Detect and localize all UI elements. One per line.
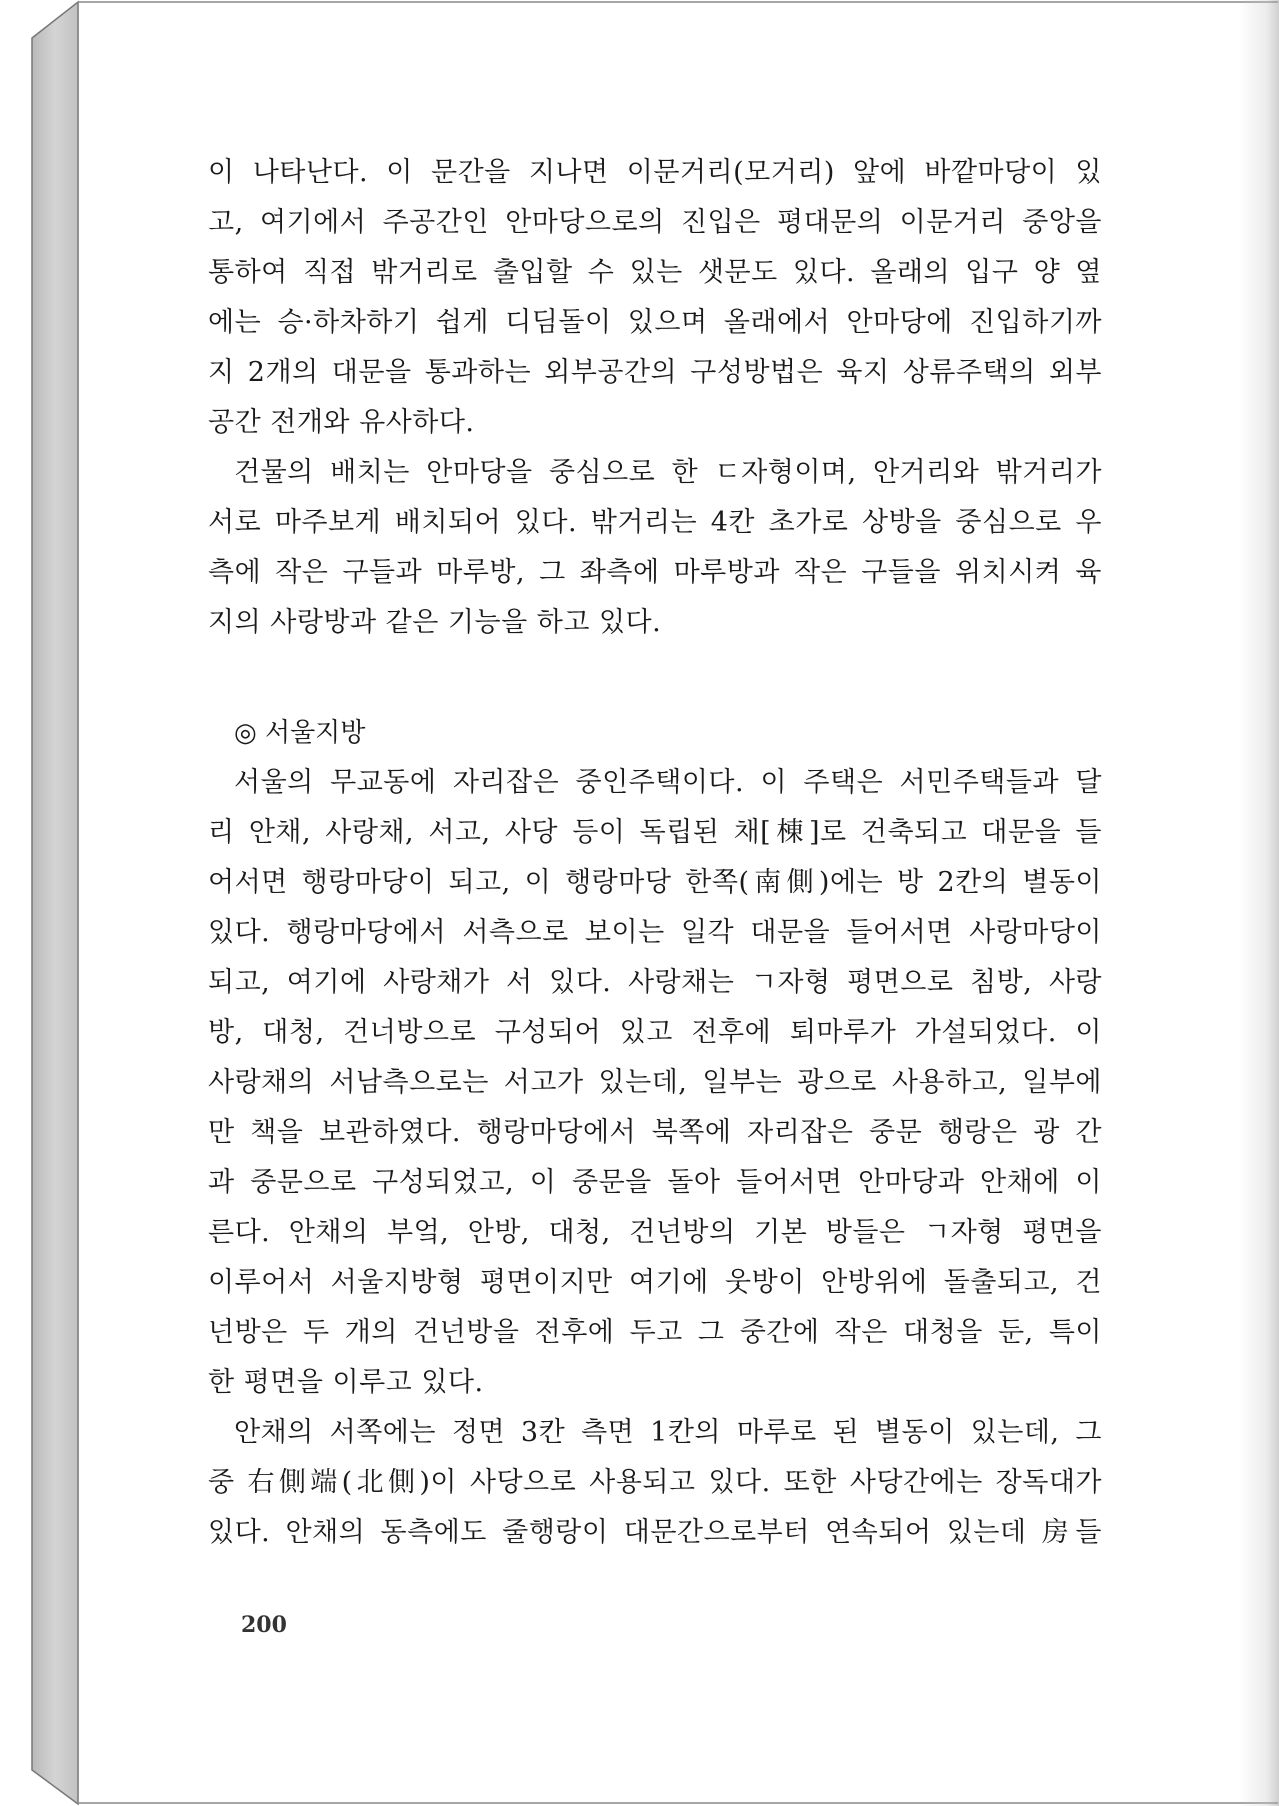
text-line: 른다. 안채의 부엌, 안방, 대청, 건넌방의 기본 방들은 ㄱ자형 평면을 — [208, 1217, 1102, 1248]
text-line: 서울의 무교동에 자리잡은 중인주택이다. 이 주택은 서민주택들과 달 — [234, 767, 1102, 798]
text-line: 고, 여기에서 주공간인 안마당으로의 진입은 평대문의 이문거리 중앙을 — [208, 207, 1102, 238]
section-heading: ◎ 서울지방 — [234, 718, 366, 748]
paragraph — [208, 1408, 1102, 1558]
text-line: 넌방은 두 개의 건넌방을 전후에 두고 그 중간에 작은 대청을 둔, 특이 — [208, 1317, 1102, 1348]
text-line: 에는 승·하차하기 쉽게 디딤돌이 있으며 올래에서 안마당에 진입하기까 — [208, 307, 1102, 338]
text-line: 되고, 여기에 사랑채가 서 있다. 사랑채는 ㄱ자형 평면으로 침방, 사랑 — [208, 967, 1102, 998]
paragraph — [208, 148, 1102, 448]
text-line: 지의 사랑방과 같은 기능을 하고 있다. — [208, 607, 662, 638]
page-right-shadow — [1239, 0, 1279, 1806]
page-number: 200 — [241, 1612, 287, 1638]
text-line: 안채의 서쪽에는 정면 3칸 측면 1칸의 마루로 된 별동이 있는데, 그 — [234, 1417, 1102, 1448]
paragraph — [208, 758, 1102, 1408]
text-line: 공간 전개와 유사하다. — [208, 407, 475, 438]
text-line: 건물의 배치는 안마당을 중심으로 한 ㄷ자형이며, 안거리와 밖거리가 — [234, 457, 1102, 488]
text-line: 있다. 행랑마당에서 서측으로 보이는 일각 대문을 들어서면 사랑마당이 — [208, 917, 1102, 948]
text-line: 이 나타난다. 이 문간을 지나면 이문거리(모거리) 앞에 바깥마당이 있 — [208, 157, 1102, 188]
text-line: 서로 마주보게 배치되어 있다. 밖거리는 4칸 초가로 상방을 중심으로 우 — [208, 507, 1102, 538]
page-body — [208, 148, 1102, 1558]
text-line: 통하여 직접 밖거리로 출입할 수 있는 샛문도 있다. 올래의 입구 양 옆 — [208, 257, 1102, 288]
text-line: 중 右側端(北側)이 사당으로 사용되고 있다. 또한 사당간에는 장독대가 — [208, 1467, 1102, 1498]
text-line: 만 책을 보관하였다. 행랑마당에서 북쪽에 자리잡은 중문 행랑은 광 간 — [208, 1117, 1102, 1148]
text-line: 어서면 행랑마당이 되고, 이 행랑마당 한쪽(南側)에는 방 2칸의 별동이 — [208, 867, 1102, 898]
text-line: 한 평면을 이루고 있다. — [208, 1367, 484, 1398]
text-line: 이루어서 서울지방형 평면이지만 여기에 웃방이 안방위에 돌출되고, 건 — [208, 1267, 1102, 1298]
text-line: 사랑채의 서남측으로는 서고가 있는데, 일부는 광으로 사용하고, 일부에 — [208, 1067, 1102, 1098]
book-spine — [32, 2, 78, 1804]
text-line: 지 2개의 대문을 통과하는 외부공간의 구성방법은 육지 상류주택의 외부 — [208, 357, 1102, 388]
text-line: 있다. 안채의 동측에도 줄행랑이 대문간으로부터 연속되어 있는데 房들 — [208, 1517, 1102, 1548]
paragraph — [208, 448, 1102, 648]
text-line: 리 안채, 사랑채, 서고, 사당 등이 독립된 채[棟]로 건축되고 대문을 들 — [208, 817, 1102, 848]
section-gap — [208, 648, 1102, 708]
text-line: 과 중문으로 구성되었고, 이 중문을 돌아 들어서면 안마당과 안채에 이 — [208, 1167, 1102, 1198]
text-line: 방, 대청, 건너방으로 구성되어 있고 전후에 퇴마루가 가설되었다. 이 — [208, 1017, 1102, 1048]
text-line: 측에 작은 구들과 마루방, 그 좌측에 마루방과 작은 구들을 위치시켜 육 — [208, 557, 1102, 588]
